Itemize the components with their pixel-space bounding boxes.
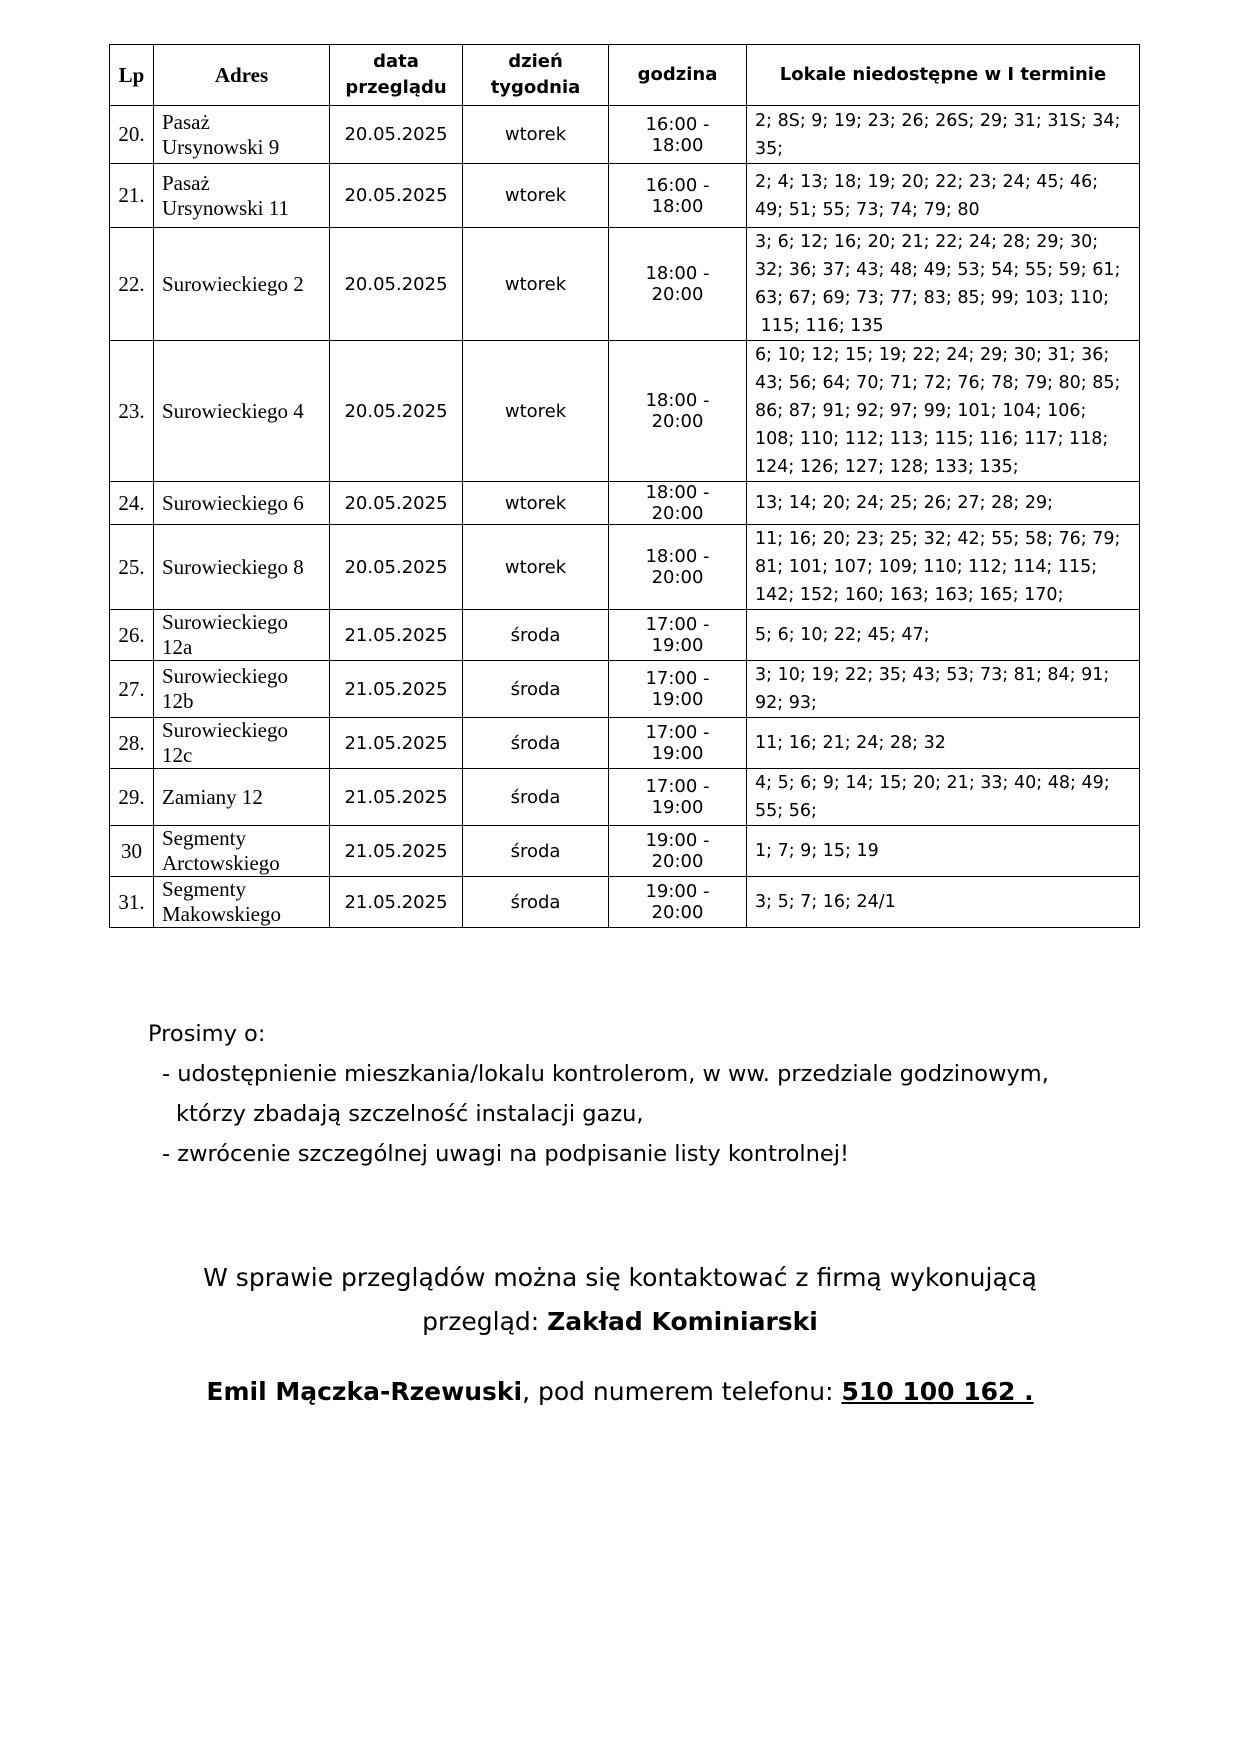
row-time: 19:00 - 20:00 <box>609 877 747 928</box>
table-row <box>110 718 1140 769</box>
contact-person: Emil Mączka-Rzewuski <box>206 1377 523 1406</box>
table-row <box>110 164 1140 228</box>
row-unavailable-units: 11; 16; 21; 24; 28; 32 <box>747 718 1140 769</box>
row-unavailable-units: 2; 4; 13; 18; 19; 20; 22; 23; 24; 45; 46; 49; 51; 55; 73; 74; 79; 80 <box>747 164 1140 228</box>
row-number: 20. <box>110 106 154 164</box>
table-row <box>110 482 1140 525</box>
row-weekday: środa <box>463 769 609 826</box>
contact-line-3: Emil Mączka-Rzewuski, pod numerem telefonu: 510 100 162 . <box>206 1377 1034 1406</box>
row-time: 17:00 - 19:00 <box>609 610 747 661</box>
row-unavailable-units: 2; 8S; 9; 19; 23; 26; 26S; 29; 31; 31S; 34; 35; <box>747 106 1140 164</box>
header-weekday: dzień tygodnia <box>463 45 609 106</box>
row-address: Zamiany 12 <box>154 769 330 826</box>
row-number: 21. <box>110 164 154 228</box>
row-unavailable-units: 6; 10; 12; 15; 19; 22; 24; 29; 30; 31; 36; 43; 56; 64; 70; 71; 72; 76; 78; 79; 80; 85; 86; 87; 91; 92; 97; 99; 101; 104; 106; 108; 110; 112; 113; 115; 116; 117; 118; 124; 126; 127; 128; 133; 135; <box>747 341 1140 482</box>
row-address: Surowieckiego 12b <box>154 661 330 718</box>
row-unavailable-units: 3; 6; 12; 16; 20; 21; 22; 24; 28; 29; 30; 32; 36; 37; 43; 48; 49; 53; 54; 55; 59; 61; 63; 67; 69; 73; 77; 83; 85; 99; 103; 110; 115; 116; 135 <box>747 228 1140 341</box>
row-number: 29. <box>110 769 154 826</box>
row-time: 18:00 - 20:00 <box>609 341 747 482</box>
header-lp: Lp <box>110 45 154 106</box>
row-weekday: wtorek <box>463 228 609 341</box>
inspection-schedule-table <box>109 44 1140 928</box>
request-notes <box>148 1014 1148 1174</box>
row-date: 21.05.2025 <box>330 718 463 769</box>
row-address: Surowieckiego 12c <box>154 718 330 769</box>
row-weekday: środa <box>463 610 609 661</box>
table-row <box>110 228 1140 341</box>
row-time: 18:00 - 20:00 <box>609 525 747 610</box>
row-number: 28. <box>110 718 154 769</box>
row-number: 22. <box>110 228 154 341</box>
header-date: data przeglądu <box>330 45 463 106</box>
row-unavailable-units: 4; 5; 6; 9; 14; 15; 20; 21; 33; 40; 48; 49; 55; 56; <box>747 769 1140 826</box>
company-name: Zakład Kominiarski <box>547 1307 818 1336</box>
row-address: Surowieckiego 2 <box>154 228 330 341</box>
row-date: 20.05.2025 <box>330 341 463 482</box>
row-time: 17:00 - 19:00 <box>609 661 747 718</box>
row-date: 21.05.2025 <box>330 610 463 661</box>
row-date: 21.05.2025 <box>330 661 463 718</box>
row-number: 27. <box>110 661 154 718</box>
notes-item-checklist: - zwrócenie szczególnej uwagi na podpisanie listy kontrolnej! <box>162 1141 850 1167</box>
row-time: 16:00 - 18:00 <box>609 106 747 164</box>
row-time: 16:00 - 18:00 <box>609 164 747 228</box>
table-row <box>110 826 1140 877</box>
notes-item-access: - udostępnienie mieszkania/lokalu kontrolerom, w ww. przedziale godzinowym, <box>162 1061 1049 1087</box>
row-date: 21.05.2025 <box>330 769 463 826</box>
table-row <box>110 525 1140 610</box>
row-weekday: wtorek <box>463 164 609 228</box>
table-row <box>110 341 1140 482</box>
table-row <box>110 106 1140 164</box>
row-time: 18:00 - 20:00 <box>609 482 747 525</box>
row-date: 20.05.2025 <box>330 525 463 610</box>
row-date: 20.05.2025 <box>330 164 463 228</box>
row-address: Pasaż Ursynowski 9 <box>154 106 330 164</box>
row-unavailable-units: 13; 14; 20; 24; 25; 26; 27; 28; 29; <box>747 482 1140 525</box>
row-unavailable-units: 3; 5; 7; 16; 24/1 <box>747 877 1140 928</box>
row-unavailable-units: 11; 16; 20; 23; 25; 32; 42; 55; 58; 76; 79; 81; 101; 107; 109; 110; 112; 114; 115; 142; 152; 160; 163; 163; 165; 170; <box>747 525 1140 610</box>
row-weekday: środa <box>463 826 609 877</box>
row-number: 30 <box>110 826 154 877</box>
row-date: 20.05.2025 <box>330 106 463 164</box>
row-weekday: wtorek <box>463 106 609 164</box>
row-date: 20.05.2025 <box>330 228 463 341</box>
row-weekday: środa <box>463 877 609 928</box>
row-weekday: wtorek <box>463 525 609 610</box>
row-date: 21.05.2025 <box>330 877 463 928</box>
row-weekday: środa <box>463 661 609 718</box>
row-number: 31. <box>110 877 154 928</box>
row-address: Surowieckiego 8 <box>154 525 330 610</box>
table-row <box>110 769 1140 826</box>
table-row <box>110 877 1140 928</box>
contact-info <box>100 1256 1140 1414</box>
row-address: Surowieckiego 4 <box>154 341 330 482</box>
header-address: Adres <box>154 45 330 106</box>
contact-line-2: przegląd: Zakład Kominiarski <box>422 1307 818 1336</box>
header-time: godzina <box>609 45 747 106</box>
row-date: 20.05.2025 <box>330 482 463 525</box>
row-weekday: wtorek <box>463 482 609 525</box>
row-address: Pasaż Ursynowski 11 <box>154 164 330 228</box>
row-address: Surowieckiego 12a <box>154 610 330 661</box>
table-row <box>110 661 1140 718</box>
row-time: 17:00 - 19:00 <box>609 718 747 769</box>
contact-line-1: W sprawie przeglądów można się kontaktować z firmą wykonującą <box>203 1263 1037 1292</box>
row-time: 18:00 - 20:00 <box>609 228 747 341</box>
table-row <box>110 610 1140 661</box>
row-address: Segmenty Arctowskiego <box>154 826 330 877</box>
row-number: 24. <box>110 482 154 525</box>
row-number: 25. <box>110 525 154 610</box>
row-address: Segmenty Makowskiego <box>154 877 330 928</box>
row-time: 17:00 - 19:00 <box>609 769 747 826</box>
table-header-row <box>110 45 1140 106</box>
row-number: 23. <box>110 341 154 482</box>
row-time: 19:00 - 20:00 <box>609 826 747 877</box>
header-unavailable-units: Lokale niedostępne w I terminie <box>747 45 1140 106</box>
row-weekday: środa <box>463 718 609 769</box>
row-unavailable-units: 3; 10; 19; 22; 35; 43; 53; 73; 81; 84; 91; 92; 93; <box>747 661 1140 718</box>
row-unavailable-units: 1; 7; 9; 15; 19 <box>747 826 1140 877</box>
row-weekday: wtorek <box>463 341 609 482</box>
notes-intro: Prosimy o: <box>148 1021 266 1047</box>
phone-number[interactable]: 510 100 162 . <box>841 1377 1034 1406</box>
row-address: Surowieckiego 6 <box>154 482 330 525</box>
row-unavailable-units: 5; 6; 10; 22; 45; 47; <box>747 610 1140 661</box>
row-number: 26. <box>110 610 154 661</box>
notes-item-access-cont: którzy zbadają szczelność instalacji gazu, <box>176 1101 644 1127</box>
row-date: 21.05.2025 <box>330 826 463 877</box>
